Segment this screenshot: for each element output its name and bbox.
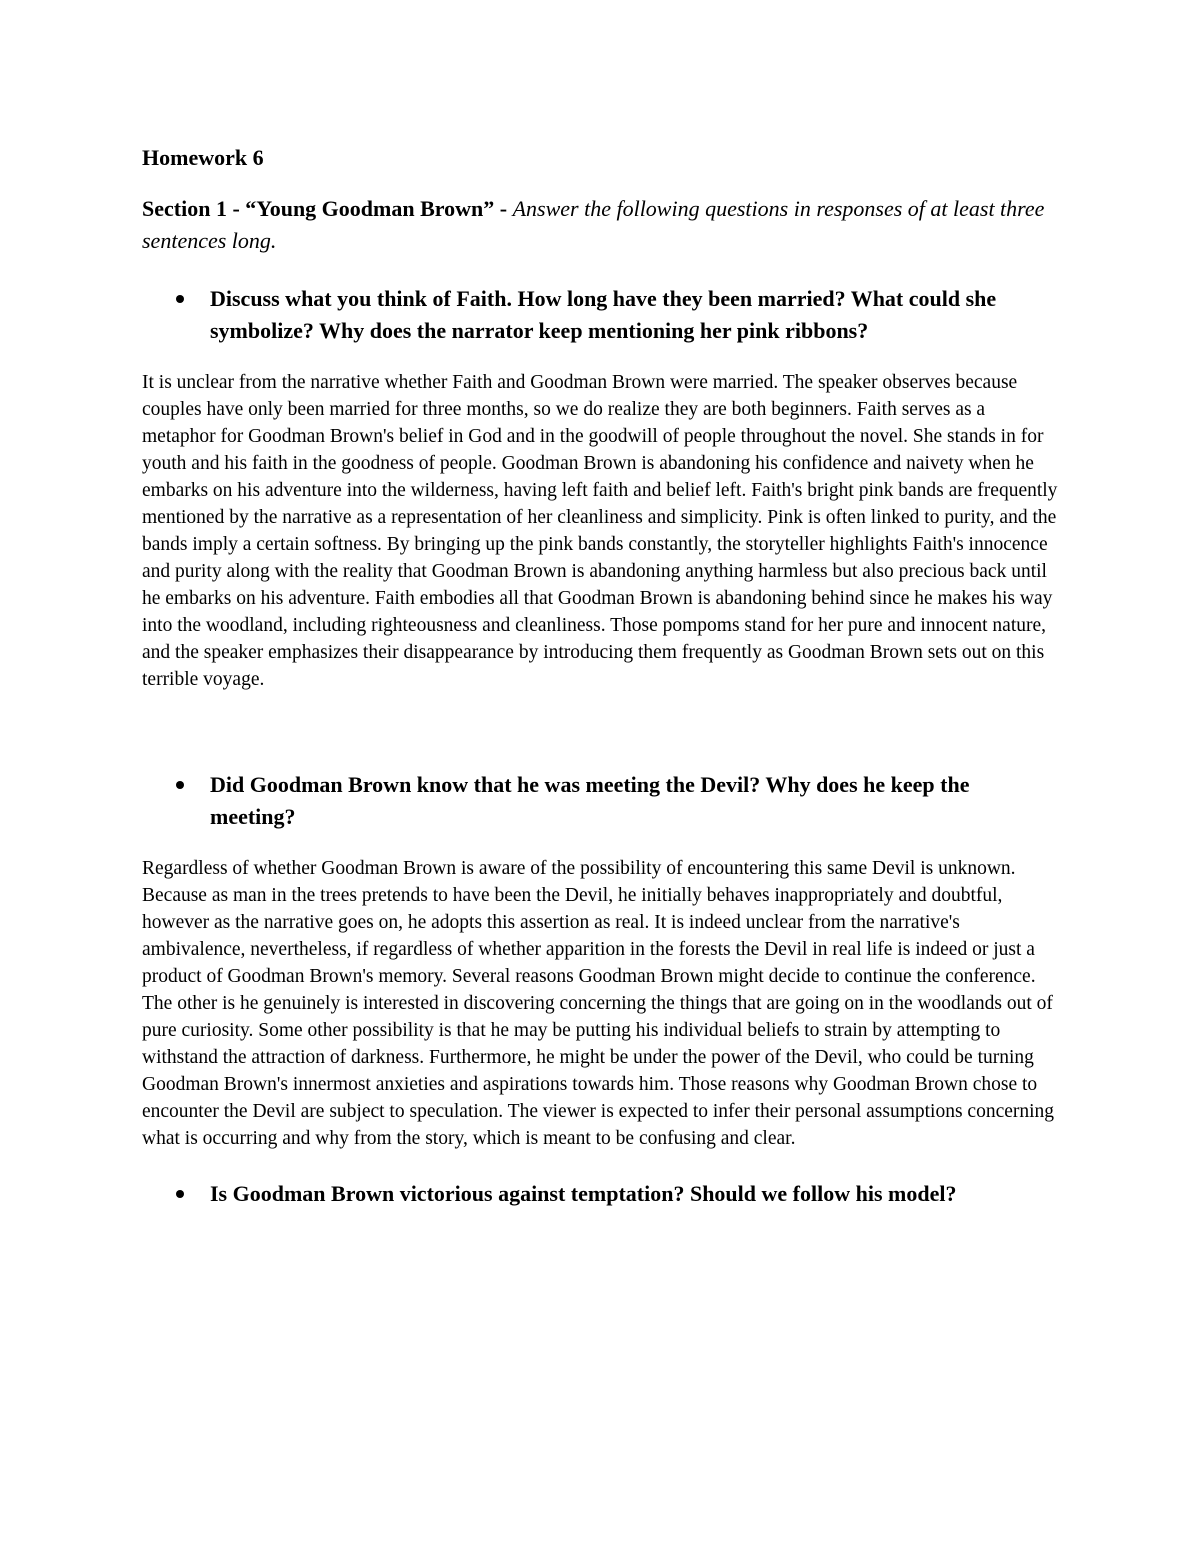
bullet-icon bbox=[176, 781, 184, 789]
question-2 bbox=[142, 769, 1060, 833]
question-1 bbox=[142, 283, 1060, 347]
question-text: Did Goodman Brown know that he was meeting the Devil? Why does he keep the meeting? bbox=[210, 772, 970, 829]
section-heading bbox=[142, 193, 1060, 257]
answer-1: It is unclear from the narrative whether Faith and Goodman Brown were married. The speaker observes because couples have only been married for three months, so we do realize they are both beginners. Faith serves as a metaphor for Goodman Brown's belief in God and in the goodwill of people throughout the novel. She stands in for youth and his faith in the goodness of people. Goodman Brown is abandoning his confidence and naivety when he embarks on his adventure into the wilderness, having left faith and belief left. Faith's bright pink bands are frequently mentioned by the narrative as a representation of her cleanliness and simplicity. Pink is often linked to purity, and the bands imply a certain softness. By bringing up the pink bands constantly, the storyteller highlights Faith's innocence and purity along with the reality that Goodman Brown is abandoning anything harmless but also precious back until he embarks on his adventure. Faith embodies all that Goodman Brown is abandoning behind since he makes his way into the woodland, including righteousness and cleanliness. Those pompoms stand for her pure and innocent nature, and the speaker emphasizes their disappearance by introducing them frequently as Goodman Brown sets out on this terrible voyage. bbox=[142, 372, 1058, 690]
section-instructions: Answer the following questions in responses of at least three sentences long. bbox=[142, 196, 1045, 253]
spacer bbox=[142, 693, 1060, 769]
document-page bbox=[142, 142, 1060, 1232]
document-title: Homework 6 bbox=[142, 145, 264, 170]
spacer bbox=[142, 1152, 1060, 1178]
bullet-icon bbox=[176, 1190, 184, 1198]
question-3 bbox=[142, 1178, 1060, 1210]
bullet-icon bbox=[176, 295, 184, 303]
question-text: Is Goodman Brown victorious against temptation? Should we follow his model? bbox=[210, 1181, 957, 1206]
question-text: Discuss what you think of Faith. How long have they been married? What could she symbolize? Why does the narrator keep mentioning her pink ribbons? bbox=[210, 286, 997, 343]
section-label: Section 1 - “Young Goodman Brown” - bbox=[142, 196, 513, 221]
answer-2: Regardless of whether Goodman Brown is aware of the possibility of encountering this same Devil is unknown. Because as man in the trees pretends to have been the Devil, he initially behaves inappropriately and doubtful, however as the narrative goes on, he adopts this assertion as real. It is indeed unclear from the narrative's ambivalence, nevertheless, if regardless of whether apparition in the forests the Devil in real life is indeed or just a product of Goodman Brown's memory. Several reasons Goodman Brown might decide to continue the conference. The other is he genuinely is interested in discovering concerning the things that are going on in the woodlands out of pure curiosity. Some other possibility is that he may be putting his individual beliefs to strain by attempting to withstand the attraction of darkness. Furthermore, he might be under the power of the Devil, who could be turning Goodman Brown's innermost anxieties and aspirations towards him. Those reasons why Goodman Brown chose to encounter the Devil are subject to speculation. The viewer is expected to infer their personal assumptions concerning what is occurring and why from the story, which is meant to be confusing and clear. bbox=[142, 858, 1055, 1149]
